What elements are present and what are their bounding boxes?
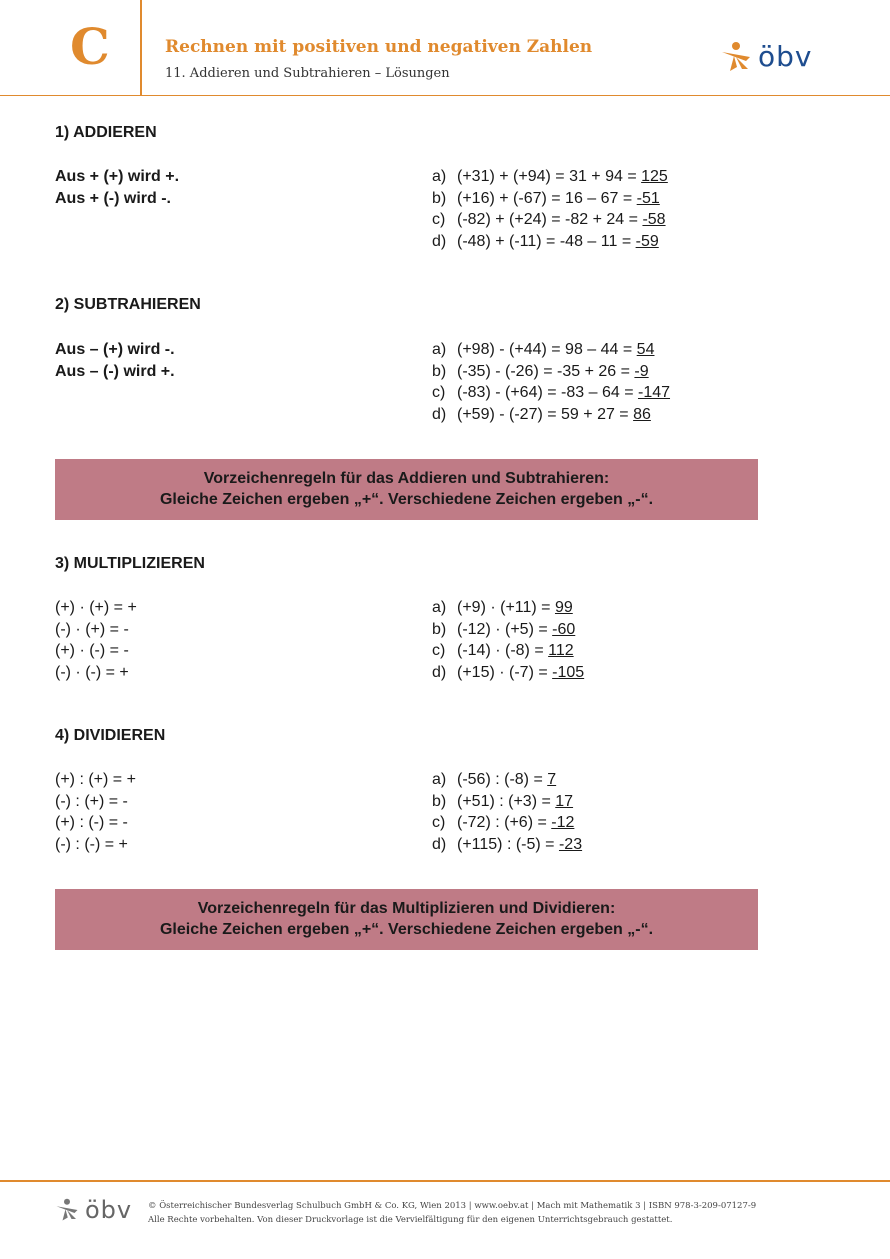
- answer: -59: [635, 232, 659, 250]
- rule-text: Aus – (-) wird +.: [55, 362, 175, 380]
- answer: 99: [554, 599, 573, 616]
- answer: 125: [641, 168, 668, 185]
- answer: -60: [552, 620, 576, 638]
- rule-box-mult-div: [55, 889, 758, 950]
- answer: -147: [637, 384, 671, 401]
- example-item: c) (-72) : (+6) = -12: [432, 814, 575, 831]
- rule-text: (-) : (+) = -: [55, 792, 128, 810]
- section-title-multiplizieren: 3) MULTIPLIZIEREN: [55, 555, 205, 572]
- box-line: Vorzeichenregeln für das Multiplizieren und Dividieren:: [197, 900, 616, 917]
- box-line: Vorzeichenregeln für das Addieren und Subtrahieren:: [203, 470, 610, 487]
- footer-divider: [0, 1180, 890, 1182]
- box-line: Gleiche Zeichen ergeben „+“. Verschiedene Zeichen ergeben „-“.: [159, 921, 654, 938]
- example-item: a) (-56) : (-8) = 7: [432, 771, 557, 788]
- rule-box-add-sub: [55, 459, 758, 520]
- page-subtitle: 11. Addieren und Subtrahieren – Lösungen: [165, 66, 450, 81]
- example-item: c) (-83) - (+64) = -83 – 64 = -147: [432, 384, 671, 401]
- logo-text: öbv: [758, 40, 813, 73]
- rule-text: (+) · (-) = -: [55, 642, 129, 659]
- footer-copyright: © Österreichischer Bundesverlag Schulbuch GmbH & Co. KG, Wien 2013 | www.oebv.at | Mach mit Mathematik 3 | ISBN 978-3-209-07127-9 Alle Rechte vorbehalten. Von dieser Druckvorlage ist die Vervielfältigung für den eigenen Unterrichtsgebrauch gestattet.: [148, 1201, 757, 1225]
- rule-text: (-) : (-) = +: [55, 835, 128, 853]
- rule-text: (+) : (+) = +: [55, 771, 136, 788]
- answer: 17: [555, 792, 574, 810]
- example-item: a) (+31) + (+94) = 31 + 94 = 125: [432, 168, 668, 185]
- footer-logo: [55, 1198, 132, 1222]
- rule-text: (+) · (+) = +: [55, 599, 137, 616]
- header-divider: [140, 0, 142, 95]
- example-item: b) (+16) + (-67) = 16 – 67 = -51: [432, 189, 660, 207]
- rule-text: Aus + (+) wird +.: [55, 168, 180, 185]
- box-line: Gleiche Zeichen ergeben „+“. Verschiedene Zeichen ergeben „-“.: [159, 491, 654, 508]
- answer: -12: [551, 814, 575, 831]
- rule-text: (-) · (+) = -: [55, 620, 129, 638]
- publisher-logo: [720, 41, 812, 73]
- section-title-dividieren: 4) DIVIDIEREN: [55, 727, 166, 744]
- answer: -51: [636, 189, 660, 207]
- section-title-subtrahieren: 2) SUBTRAHIEREN: [55, 296, 201, 313]
- answer: 112: [548, 642, 574, 659]
- example-item: d) (+15) · (-7) = -105: [432, 663, 585, 681]
- answer: 54: [636, 341, 655, 358]
- example-item: c) (-14) · (-8) = 112: [432, 642, 574, 659]
- rule-text: (+) : (-) = -: [55, 814, 128, 831]
- example-item: b) (-12) · (+5) = -60: [432, 620, 576, 638]
- example-item: b) (-35) - (-26) = -35 + 26 = -9: [432, 362, 649, 380]
- rule-text: Aus – (+) wird -.: [55, 341, 175, 358]
- page-title: Rechnen mit positiven und negativen Zahlen: [165, 37, 593, 57]
- answer: -105: [552, 663, 585, 681]
- example-item: a) (+9) · (+11) = 99: [432, 599, 573, 616]
- example-item: d) (+59) - (-27) = 59 + 27 = 86: [432, 405, 651, 423]
- example-item: a) (+98) - (+44) = 98 – 44 = 54: [432, 341, 655, 358]
- logo-text: öbv: [85, 1196, 133, 1224]
- example-item: d) (-48) + (-11) = -48 – 11 = -59: [432, 232, 659, 250]
- answer: -23: [558, 835, 583, 853]
- answer: -9: [634, 362, 649, 380]
- section-title-addieren: 1) ADDIEREN: [55, 124, 157, 141]
- example-item: c) (-82) + (+24) = -82 + 24 = -58: [432, 211, 666, 228]
- example-item: d) (+115) : (-5) = -23: [432, 835, 583, 853]
- rule-text: Aus + (-) wird -.: [55, 189, 171, 207]
- answer: 7: [547, 771, 557, 788]
- chapter-letter: C: [70, 17, 110, 76]
- star-logo-icon: [720, 41, 752, 73]
- example-item: b) (+51) : (+3) = 17: [432, 792, 574, 810]
- page-header: [0, 0, 890, 96]
- rule-text: (-) · (-) = +: [55, 663, 129, 681]
- star-logo-icon: [55, 1198, 79, 1222]
- answer: 86: [633, 405, 651, 423]
- answer: -58: [642, 211, 666, 228]
